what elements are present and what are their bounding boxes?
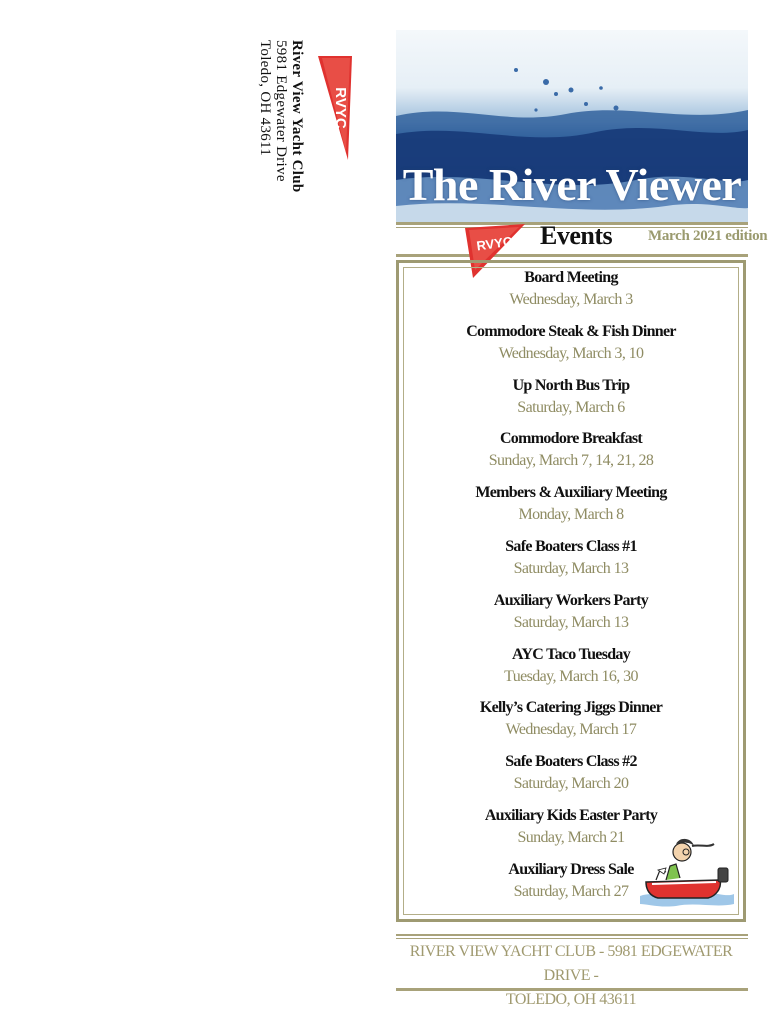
event-name: Auxiliary Dress Sale bbox=[508, 860, 634, 878]
event-date: Saturday, March 13 bbox=[513, 613, 629, 631]
event-name: Auxiliary Workers Party bbox=[493, 591, 649, 609]
list-item bbox=[396, 751, 746, 805]
event-date: Wednesday, March 3, 10 bbox=[498, 344, 644, 362]
rvyc-logo bbox=[312, 52, 358, 164]
list-item bbox=[396, 375, 746, 429]
event-date: Saturday, March 13 bbox=[513, 559, 629, 577]
newsletter-title: The River Viewer bbox=[402, 159, 742, 210]
boat-clipart-icon bbox=[636, 830, 736, 910]
event-date: Wednesday, March 17 bbox=[505, 721, 637, 739]
footer-divider-bottom bbox=[396, 988, 748, 991]
event-date: Saturday, March 20 bbox=[513, 775, 629, 793]
footer-address bbox=[396, 940, 746, 1012]
event-name: AYC Taco Tuesday bbox=[511, 645, 631, 663]
list-item bbox=[396, 321, 746, 375]
list-item bbox=[396, 428, 746, 482]
list-item bbox=[396, 267, 746, 321]
event-date: Monday, March 8 bbox=[518, 506, 624, 524]
event-date: Sunday, March 21 bbox=[517, 828, 625, 846]
club-name: River View Yacht Club bbox=[289, 40, 305, 193]
event-name: Safe Boaters Class #2 bbox=[505, 753, 637, 771]
event-date: Saturday, March 27 bbox=[513, 882, 629, 900]
event-name: Commodore Steak & Fish Dinner bbox=[466, 322, 676, 340]
footer-divider-top-thin bbox=[396, 938, 748, 939]
event-name: Members & Auxiliary Meeting bbox=[475, 484, 667, 502]
event-name: Auxiliary Kids Easter Party bbox=[484, 806, 658, 824]
list-item bbox=[396, 482, 746, 536]
event-name: Safe Boaters Class #1 bbox=[505, 537, 637, 555]
footer-line-2: TOLEDO, OH 43611 bbox=[505, 991, 637, 1008]
list-item bbox=[396, 590, 746, 644]
event-date: Sunday, March 7, 14, 21, 28 bbox=[488, 452, 654, 470]
event-date: Wednesday, March 3 bbox=[509, 291, 633, 308]
divider-under-events bbox=[396, 254, 748, 257]
edition-label: March 2021 edition bbox=[648, 228, 768, 244]
event-name: Kelly’s Catering Jiggs Dinner bbox=[479, 699, 663, 717]
mailing-address bbox=[257, 40, 305, 230]
events-heading: Events bbox=[540, 221, 613, 250]
event-name: Board Meeting bbox=[524, 269, 618, 286]
street-address: 5981 Edgewater Drive bbox=[273, 40, 289, 182]
footer-line-1: RIVER VIEW YACHT CLUB - 5981 EDGEWATER DRIVE - bbox=[409, 943, 733, 984]
header-banner bbox=[396, 30, 748, 222]
event-list bbox=[396, 267, 746, 913]
list-item bbox=[396, 536, 746, 590]
list-item bbox=[396, 644, 746, 698]
event-name: Up North Bus Trip bbox=[512, 376, 630, 394]
footer-divider-top bbox=[396, 934, 748, 936]
logo-small-text: RVYC bbox=[475, 233, 514, 254]
list-item bbox=[396, 697, 746, 751]
city-state-zip: Toledo, OH 43611 bbox=[257, 40, 273, 157]
event-name: Commodore Breakfast bbox=[499, 430, 643, 448]
logo-text: RVYC bbox=[332, 87, 349, 129]
event-date: Tuesday, March 16, 30 bbox=[504, 667, 638, 685]
event-date: Saturday, March 6 bbox=[517, 398, 625, 416]
